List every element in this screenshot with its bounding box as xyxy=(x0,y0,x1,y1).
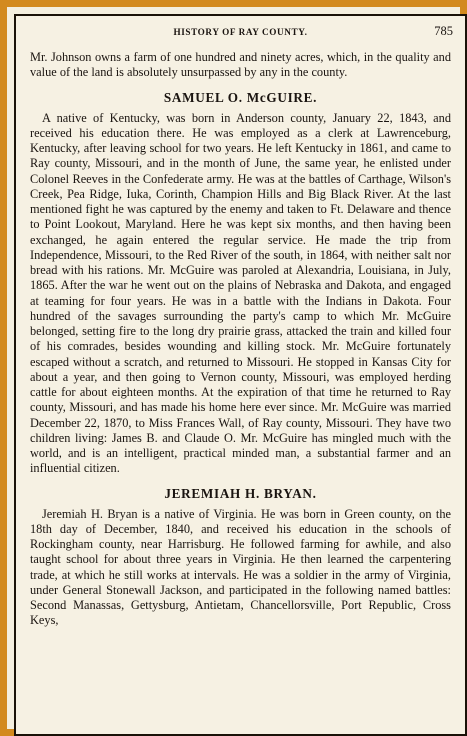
intro-paragraph: Mr. Johnson owns a farm of one hundred and ninety acres, which, in the quality and value of the land is absolutely unsurpassed by any in the county. xyxy=(30,50,451,80)
page-body xyxy=(30,50,451,629)
section-title-bryan: JEREMIAH H. BRYAN. xyxy=(164,485,317,501)
running-title: HISTORY OF RAY COUNTY. xyxy=(173,27,308,37)
page-header xyxy=(28,24,453,46)
section-paragraph-bryan: Jeremiah H. Bryan is a native of Virginia. He was born in Green county, on the 18th day of December, 1840, and received his education in the schools of Rockingham county, near Harrisburg. He followed farming for awhile, and also taught school for about three years in Virginia. He then learned the carpentering trade, at which he still works at intervals. He was a soldier in the army of Virginia, under General Stonewall Jackson, and participated in the following named battles: Second Manassas, Gettysburg, Antietam, Chancellorsville, Port Republic, Cross Keys, xyxy=(30,506,451,628)
section-title-mcguire: SAMUEL O. McGUIRE. xyxy=(163,89,318,105)
section-paragraph-mcguire: A native of Kentucky, was born in Anderson county, January 22, 1843, and received his education there. He was employed as a clerk at Lawrenceburg, Kentucky, after leaving school for two years. He left Kentucky in 1861, and came to Ray county, Missouri, and in the month of June, the same year, he enlisted under Colonel Reeves in the Confederate army. He was at the battles of Carthage, Wilson's Creek, Pea Ridge, Iuka, Corinth, Champion Hills and Big Black River. At the last mentioned fight he was captured by the enemy and taken to Ft. Delaware and thence to Point Lookout, Maryland. Here he was kept six months, and then having been exchanged, he again entered the regular service. He made the trip from Independence, Missouri, to the Red River of the south, in 1864, with neither salt nor bread with his rations. Mr. McGuire was paroled at Alexandria, Louisiana, in July, 1865. After the war he went out on the plains of Nebraska and Dakota, and engaged at teaming for four years. He was in a battle with the Indians in Dakota. Four hundred of the savages surrounding the party's camp to which Mr. McGuire belonged, setting fire to the long dry prairie grass, attacked the train and killed four of his comrades, besides wounding and killing stock. Mr. McGuire fortunately escaped without a scratch, and returned to Missouri. He stopped in Kansas City for about a year, and then going to Vernon county, Missouri, was employed herding cattle for about eighteen months. At the expiration of that time he returned to Ray county, Missouri, and has made his home here ever since. Mr. McGuire was married December 22, 1870, to Miss Frances Wall, of Ray county, Missouri. They have two children living: James B. and Claude O. Mr. McGuire has mingled much with the world, and is an intelligent, practical minded man, a substantial farmer and an influential citizen. xyxy=(30,110,451,476)
page-number: 785 xyxy=(434,24,453,38)
book-page xyxy=(14,14,467,736)
